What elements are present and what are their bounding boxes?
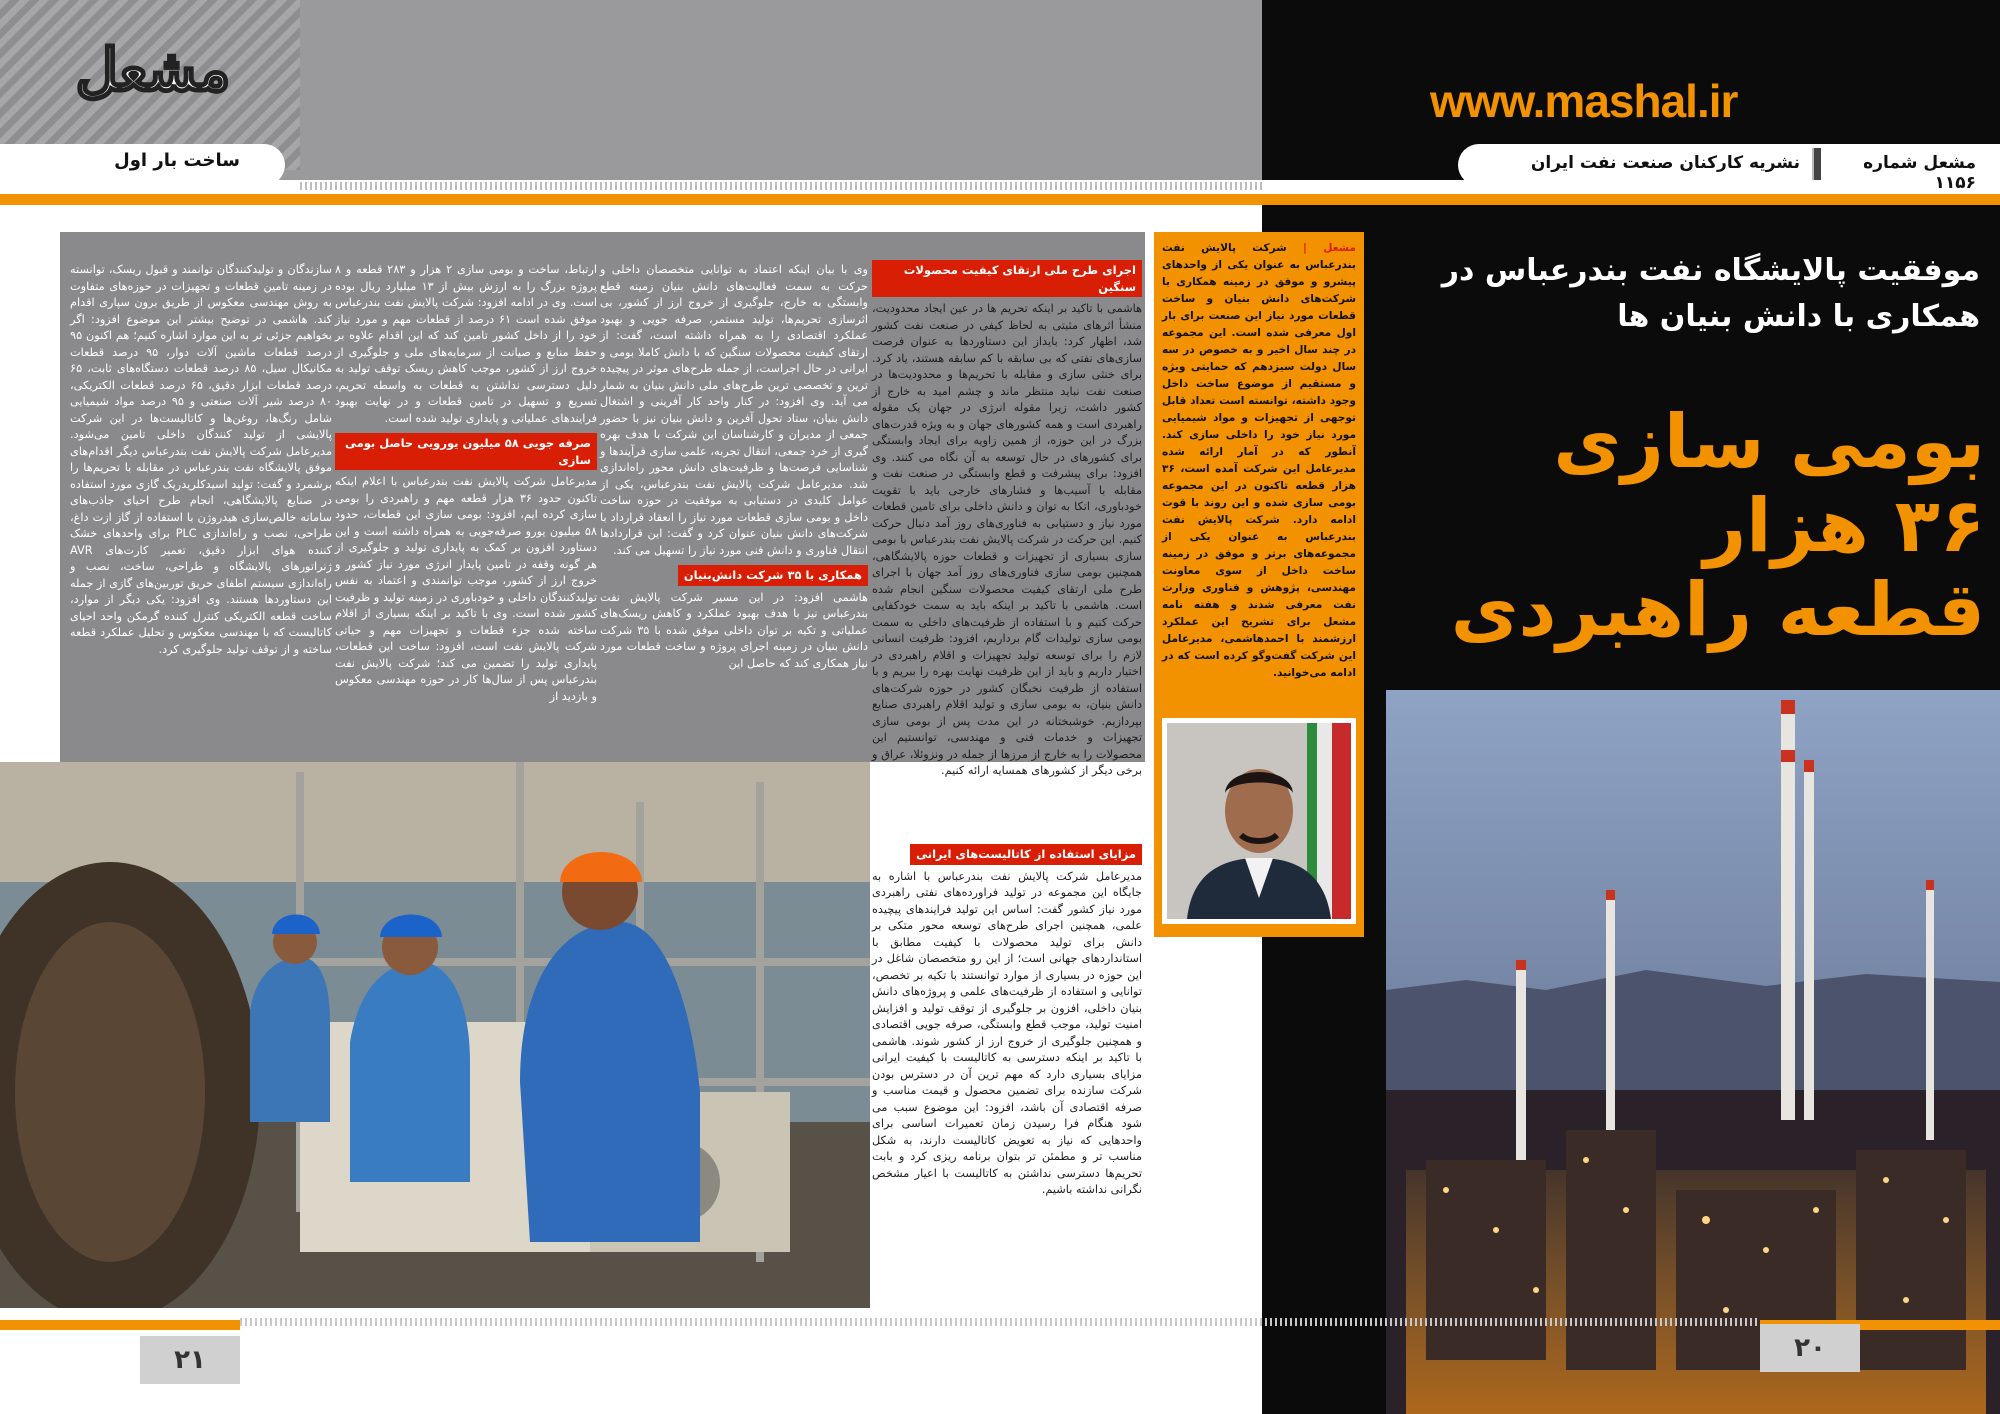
body-paragraph: ارتباط، ساخت و بومی سازی ۲ هزار و ۲۸۳ قطعه و ۸ پروژه بزرگ را به ارزش بیش از ۱۳ میلیارد ریال بوده است. وی در ادامه افزود: شرکت پالایش نفت بندرعباس موفق شده است ۶۱ درصد از قطعات مهم و مورد نیاز خود را از داخل کشور تامین کند که این اقدام علاوه بر حفظ منابع و صیانت از سرمایه‌های ملی و جلوگیری از خروج ارز از کشور، موجب کاهش ریسک توقف تولید به دلیل دسترسی نداشتن به قطعات به واسطه تحریم، تسریع و تسهیل در تامین قطعات و در نهایت بهبود فرایندهای عملیاتی و پایداری تولید شده است.	[335, 263, 598, 425]
body-paragraph: مدیرعامل شرکت پالایش نفت بندرعباس با اعلام اینکه تاکنون حدود ۳۶ هزار قطعه مهم و راهبردی را بومی سازی کرده ایم، افزود: بومی سازی این قطعات، حدود ۵۸ میلیون یورو صرفه‌جویی به همراه داشته است و این دستاورد افزون بر کمک به پایداری تولید و جلوگیری از هر گونه وقفه در تامین پایدار انرژی مورد نیاز کشور و خروج ارز از کشور، موجب توانمندی و اعتماد به نفس تولیدکنندگان داخلی و خودباوری در زمینه تولید و ظرفیت کشور شده است. وی با تاکید بر اینکه بسیاری از اقلام ساخته شده جزء قطعات و تجهیزات مهم و حیاتی شرکت پالایش نفت است، افزود: ساخت این قطعات، پایداری تولید را تضمین می کند؛ شرکت پالایش نفت بندرعباس پس از سال‌ها کار در حوزه مهندسی معکوس و بازدید از	[335, 475, 598, 703]
issue-separator	[1812, 148, 1821, 180]
lead-label: مشعل |	[1303, 242, 1356, 254]
dotted-divider	[240, 1318, 1760, 1326]
logo-text: مشعل	[75, 36, 231, 104]
mashal-logo	[38, 20, 268, 120]
body-paragraph: هاشمی افزود: در این مسیر شرکت پالایش نفت بندرعباس نیز با هدف بهبود عملکرد و کاهش ریسک‌های عملیاتی و تکیه بر توان داخلی موفق شده با ۳۵ شرکت دانش بنیان در زمینه اجرای پروژه و ساخت قطعات مورد نیاز همکاری کند که حاصل این	[600, 590, 868, 670]
section-heading: مزایای استفاده از کاتالیست‌های ایرانی	[872, 844, 1142, 865]
issue-number: مشعل شماره ۱۱۵۶	[1863, 153, 1976, 193]
ceo-portrait	[1167, 723, 1351, 919]
headline-line: بومی سازی	[1553, 399, 1985, 485]
publication-name: نشریه کارکنان صنعت نفت ایران	[1530, 153, 1800, 173]
refinery-photo	[1386, 690, 2000, 1414]
footer-orange-bar	[0, 1320, 240, 1330]
headline-line: قطعه راهبردی	[1450, 567, 1985, 653]
text-column-3	[335, 262, 597, 705]
text-column-2	[600, 262, 868, 672]
lead-text: شرکت پالایش نفت بندرعباس به عنوان یکی از واحدهای پیشرو و موفق در زمینه همکاری با شرکت‌های دانش بنیان و ساخت قطعات مورد نیاز این صنعت برای بار اول معرفی شده است. این مجموعه در چند سال اخیر و به خصوص در سه سال دولت سیزدهم که حمایتی ویژه و مستقیم از موضوع ساخت داخل وجود داشته، توانسته است تعداد قابل توجهی از تجهیزات و مواد شیمیایی مورد نیاز خود را داخلی سازی کند. آنطور که در آمار ارائه شده مدیرعامل این شرکت آمده است، ۳۶ هزار قطعه تاکنون در این مجموعه بومی سازی شده و این روند با قوت ادامه دارد. شرکت پالایش نفت بندرعباس به عنوان یکی از مجموعه‌های برتر و موفق در زمینه ساخت داخل از سوی معاونت مهندسی، پژوهش و فناوری وزارت نفت معرفی شدند و هفته نامه مشعل برای تشریح این عملکرد ارزشمند با احمدهاشمی، مدیرعامل این شرکت گفت‌وگو کرده است که در ادامه می‌خوانید.	[1162, 242, 1356, 679]
body-paragraph: هاشمی با تاکید بر اینکه تحریم ها در عین ایجاد محدودیت، منشأ اثرهای مثبتی به لحاظ کیفی در صنعت نفت کشور شد، اظهار کرد: بایداز این دستاوردها به عنوان فرصت سازی‌های نفتی که بی سابقه با کم سابقه هستند، یاد کرد. برای خنثی سازی و مقابله با تحریم‌ها و محدودیت‌ها در صنعت نفت نباید منتظر ماند و چشم امید به خارج از کشور داشت، زیرا مقوله انرژی در جهان یک مقوله راهبردی است و همه کشورهای جهان و به ویژه قدرت‌های بزرگ در این حوزه، از همین زاویه برای ایجاد وابستگی برای کشورهای در حال توسعه به آن نگاه می کنند. وی افزود: برای پیشرفت و قطع وابستگی در صنعت نفت و مقابله با آسیب‌ها و فشارهای خارجی باید با تقویت خودباوری، اتکا به توان و دانش داخلی برای تامین قطعات مورد نیاز و دستیابی به فناوری‌های روز آمد دنبال حرکت کنیم. این حرکت در شرکت پالایش نفت بندرعباس با بومی سازی بسیاری از تجهیزات و قطعات حوزه پالایشگاهی، همچنین بومی سازی فناوری‌های روز آمد جهان با اجرای طرح ملی ارتقای کیفیت محصولات سنگین انجام شده است. هاشمی با تاکید بر اینکه باید به سمت خودکفایی حرکت کنیم و با استفاده از ظرفیت‌های داخلی به سمت بومی سازی تولیدات گام برداریم، افزود: ظرفیت انسانی لازم را برای توسعه تولید تجهیزات و اقلام راهبردی در اختیار داریم و باید از این ظرفیت نهایت بهره را ببریم و با استفاده از ظرفیت نخبگان کشور در حوزه شرکت‌های دانش بنیان، به بومی سازی و تولید اقلام راهبردی صنایع بپردازیم. خوشبختانه در این مدت پس از بومی سازی تجهیزات و خدمات فنی و مهندسی، توانستیم این محصولات را به خارج از مرزها از جمله در ونزوئلا، عراق و برخی دیگر از کشورهای همسایه ارائه کنیم.	[872, 302, 1142, 777]
workers-photo	[0, 762, 870, 1308]
article-subtitle: موفقیت پالایشگاه نفت بندرعباس در همکاری با دانش بنیان ها	[1441, 253, 1980, 334]
body-paragraph: مدیرعامل شرکت پالایش نفت بندرعباس با اشاره به جایگاه این مجموعه در تولید فراورده‌های نفتی راهبردی مورد نیاز کشور گفت: اساس این تولید فرایندهای پیچیده علمی، همچنین اجرای طرح‌های توسعه محور متکی بر دانش برای تولید محصولات با کیفیت مطابق با استانداردهای جهانی است؛ از این رو متخصصان شاغل در این حوزه در بسیاری از موارد توانستند با تکیه بر تخصص، توانایی و استفاده از ظرفیت‌های علمی و پروژه‌های دانش بنیان داخلی، افزون بر جلوگیری از توقف تولید و افزایش امنیت تولید، موجب قطع وابستگی، صرفه جویی اقتصادی و همچنین جلوگیری از خروج ارز از کشور شوند. هاشمی با تاکید بر اینکه دسترسی به کاتالیست با کیفیت ایرانی مزایای بسیاری دارد که مهم ترین آن در دسترس بودن شرکت سازنده برای تضمین محصول و قیمت مناسب و صرفه اقتصادی آن باشد، افزود: این موضوع سبب می شود هنگام فرا رسیدن زمان تعمیرات اساسی برای واحدهایی که نیاز به تعویض کاتالیست دارند، به شکل مناسب تر و مطمئن تر بتوان برنامه ریزی کرد و بابت تحریم‌ها دسترسی نداشتن به کاتالیست با اعیار مشخص نگرانی نداشته باشیم.	[872, 869, 1142, 1196]
text-column-1	[872, 254, 1142, 780]
body-paragraph: سازندگان و تولیدکنندگان توانمند و قبول ریسک، توانسته در زمینه تامین قطعات و تجهیزات در حوزه‌های متفاوت به روش مهندسی معکوس از طریق برون سپاری اقدام کند. هاشمی در توضیح بیشتر این موضوع افزود: اگر بخواهیم جزئی تر به این موارد اشاره کنیم؛ هم اکنون ۹۵ درصد قطعات ماشین آلات دوار، ۹۵ درصد قطعات مکانیکال سیل، ۸۵ درصد قطعات دستگاه‌های ثابت، ۶۵ درصد قطعات ابزار دقیق، ۶۵ درصد قطعات الکتریکی، ۸۰ درصد شیر آلات صنعتی و ۹۵ درصد مواد شیمیایی شامل رنگ‌ها، روغن‌ها و کاتالیست‌ها در این شرکت پالایشی از تولید کنندگان داخلی تامین می‌شود. مدیرعامل شرکت پالایش نفت بندرعباس دیگر اقدام‌های موفق پالایشگاه نفت بندرعباس در مقابله با تحریم‌ها را برشمرد و گفت: تولید اسیدکلریدریک گازی مورد استفاده در صنایع پالایشگاهی، انجام طرح احیای جاذب‌های سامانه خالص‌سازی هیدروژن با استفاده از گاز ازت داغ، طراحی، نصب و راه‌اندازی PLC برای واحدهای خشک کننده هوای ابزار دقیق، تعمیر کارت‌های AVR ژنراتورهای پالایشگاه و طراحی، ساخت، نصب و راه‌اندازی سیستم اطفای حریق توربین‌های گازی از جمله این دستاوردها هستند. وی افزود: یکی دیگر از موارد، ساخت قطعه الکتریکی کنترل کننده گرمکن واحد احیای کاتالیست که با مهندسی معکوس و تحلیل عملکرد قطعه ساخته و از توقف تولید جلوگیری کرد.	[70, 263, 333, 656]
body-paragraph: وی با بیان اینکه اعتماد به توانایی متخصصان داخلی و حرکت به سمت فعالیت‌های دانش بنیان زمینه قطع وابستگی به خارج، جلوگیری از خروج ارز از کشور، بی اثرسازی تحریم‌ها، تولید مستمر، صرفه جویی و بهبود عملکرد اقتصادی را به همراه داشته است، گفت: از ارتقای کیفیت محصولات سنگین که با دانش کاملا بومی و ایرانی در حال اجراست، از جمله طرح‌های موثر در پیچیده ترین و تخصصی ترین طرح‌های ملی دانش بنیان به شمار می آید. وی افزود: در کنار واحد کار آفرینی و اشتغال دانش بنیان، ستاد تحول آفرین و دانش بنیان نیز با حضور جمعی از مدیران و کارشناسان این شرکت با هدف بهره گیری از خرد جمعی، انتقال تجربه، علمی سازی فرآیندها و شناسایی فرصت‌ها و ظرفیت‌های دانش محور راه‌اندازی شد. مدیرعامل شرکت پالایش نفت بندرعباس، یکی از عوامل کلیدی در دستیابی به موفقیت در حوزه ساخت داخل و بومی سازی قطعات مورد نیاز را انعقاد قرارداد با شرکت‌های دانش بنیان عنوان کرد و گفت: این قراردادها انتقال فناوری و دانش فنی مورد نیاز را تسهیل می کند.	[600, 263, 868, 557]
section-label: ساخت بار اول	[114, 150, 240, 171]
section-heading: همکاری با ۳۵ شرکت دانش‌بنیان	[600, 565, 868, 586]
article-headline	[1395, 400, 1985, 652]
headline-line: ۳۶ هزار	[1703, 483, 1985, 569]
orange-rule	[0, 194, 2000, 205]
page-number-right: ۲۰	[1794, 1333, 1826, 1363]
section-heading: اجرای طرح ملی ارتقای کیفیت محصولات سنگین	[872, 260, 1142, 297]
lead-text-block	[1162, 240, 1356, 700]
text-column-1b	[872, 838, 1142, 1199]
page-number-left: ۲۱	[174, 1345, 206, 1375]
website-url[interactable]: www.mashal.ir	[1430, 75, 1738, 127]
text-column-4	[70, 262, 332, 658]
dotted-divider	[300, 182, 1262, 190]
section-heading: صرفه جویی ۵۸ میلیون یورویی حاصل بومی سازی	[335, 433, 597, 470]
